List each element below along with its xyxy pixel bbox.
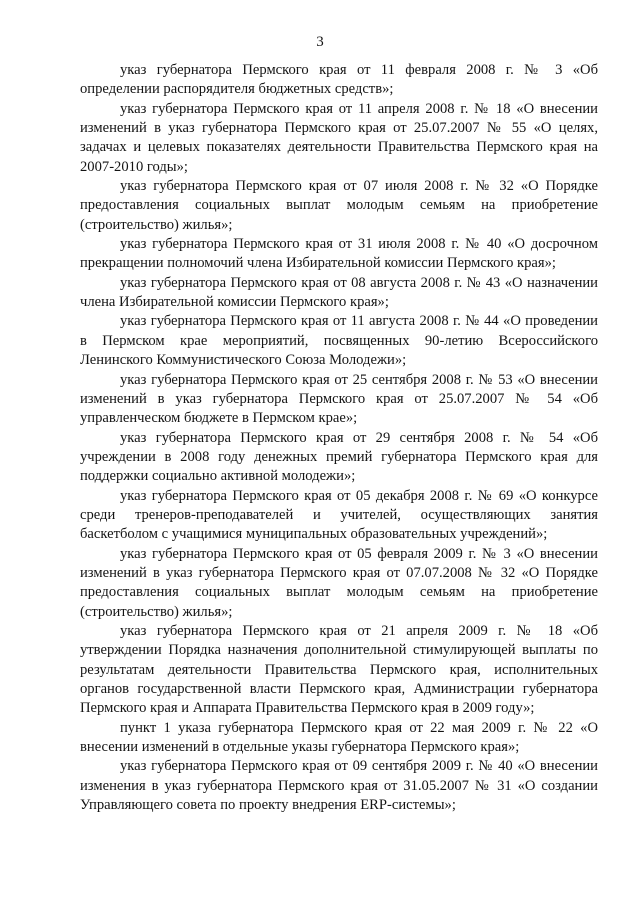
decree-item: указ губернатора Пермского края от 25 сентября 2008 г. № 53 «О внесении изменений в указ губернатора Пермского края от 25.07.2007 № 54 «Об управленческом бюджете в Пермском крае»; — [80, 371, 598, 427]
decree-item: указ губернатора Пермского края от 21 апреля 2009 г. № 18 «Об утверждении Порядка назначения дополнительной стимулирующей выплаты по результатам деятельности Правительства Пермского края, исполнительных органов государственной власти Пермского края, Администрации губернатора Пермского края и Аппарата Правительства Пермского края в 2009 году»; — [80, 622, 598, 717]
decree-item: указ губернатора Пермского края от 11 февраля 2008 г. № 3 «Об определении распорядителя бюджетных средств»; — [80, 62, 598, 98]
decree-item: указ губернатора Пермского края от 09 сентября 2009 г. № 40 «О внесении изменения в указ губернатора Пермского края от 31.05.2007 № 31 «О создании Управляющего совета по проекту внедрения ERP-системы»; — [80, 758, 598, 814]
decree-item: пункт 1 указа губернатора Пермского края от 22 мая 2009 г. № 22 «О внесении изменений в отдельные указы губернатора Пермского края»; — [80, 719, 598, 756]
decree-list — [80, 61, 598, 815]
decree-item: указ губернатора Пермского края от 08 августа 2008 г. № 43 «О назначении члена Избирательной комиссии Пермского края»; — [80, 274, 598, 311]
decree-item: указ губернатора Пермского края от 31 июля 2008 г. № 40 «О досрочном прекращении полномочий члена Избирательной комиссии Пермского края»; — [80, 236, 598, 272]
decree-item: указ губернатора Пермского края от 07 июля 2008 г. № 32 «О Порядке предоставления социальных выплат молодым семьям на приобретение (строительство) жилья»; — [80, 178, 598, 233]
decree-item: указ губернатора Пермского края от 29 сентября 2008 г. № 54 «Об учреждении в 2008 году денежных премий губернатора Пермского края для поддержки социально активной молодежи»; — [80, 429, 598, 485]
decree-item: указ губернатора Пермского края от 11 августа 2008 г. № 44 «О проведении в Пермском крае мероприятий, посвященных 90-летию Всероссийского Ленинского Коммунистического Союза Молодежи»; — [80, 313, 598, 369]
decree-item: указ губернатора Пермского края от 11 апреля 2008 г. № 18 «О внесении изменений в указ губернатора Пермского края от 25.07.2007 № 55 «О целях, задачах и целевых показателях деятельности Правительства Пермского края на 2007-2010 годы»; — [80, 100, 598, 175]
page-number: 3 — [316, 34, 324, 50]
decree-item: указ губернатора Пермского края от 05 февраля 2009 г. № 3 «О внесении изменений в указ губернатора Пермского края от 07.07.2008 № 32 «О Порядке предоставления социальных выплат молодым семьям на приобретение (строительство) жилья»; — [80, 545, 598, 620]
decree-item: указ губернатора Пермского края от 05 декабря 2008 г. № 69 «О конкурсе среди тренеров-преподавателей и учителей, осуществляющих занятия баскетболом с учащимися муниципальных образовательных учреждений»; — [80, 487, 598, 543]
